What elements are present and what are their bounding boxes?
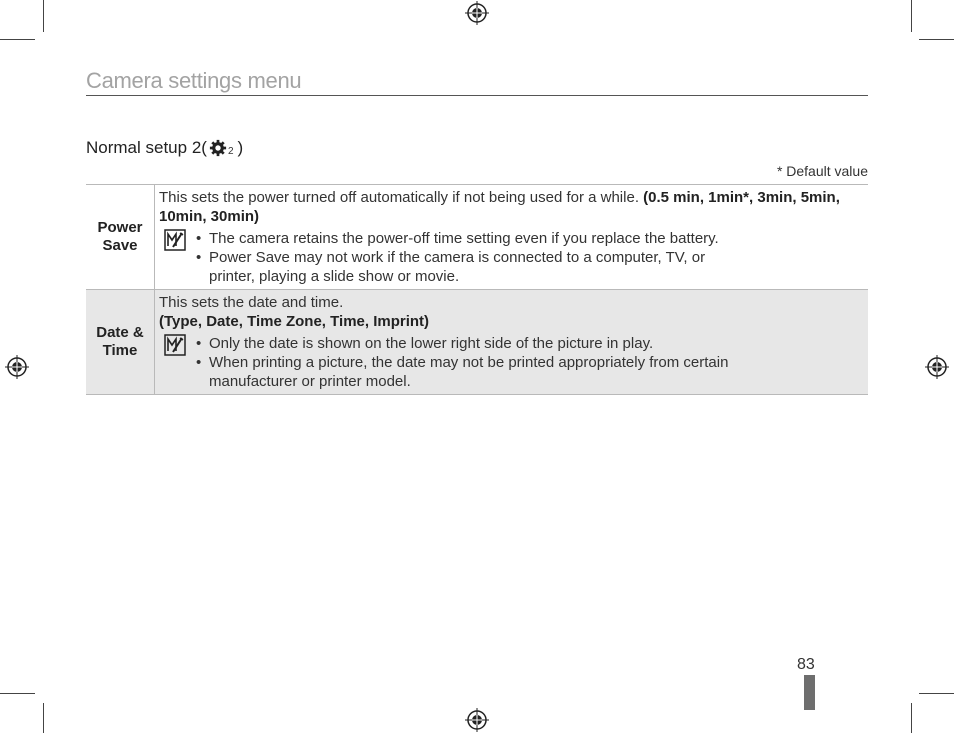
- note-block: [159, 229, 864, 286]
- list-item: • Only the date is shown on the lower right side of the picture in play.: [194, 334, 754, 353]
- note-block: [159, 334, 864, 391]
- registration-mark-icon: [925, 355, 949, 379]
- settings-table: [86, 184, 868, 395]
- setting-options: (0.5 min, 1min*, 3min, 5min, 10min, 30min): [159, 189, 840, 225]
- setting-label: [86, 290, 155, 395]
- crop-mark: [919, 39, 954, 40]
- setting-label: [86, 185, 155, 290]
- list-item: • Power Save may not work if the camera is connected to a computer, TV, or printer, playing a slide show or movie.: [194, 248, 754, 286]
- setting-description: [159, 188, 864, 226]
- crop-mark: [0, 39, 35, 40]
- crop-mark: [911, 703, 912, 733]
- registration-mark-icon: [465, 1, 489, 25]
- note-icon: [164, 229, 186, 251]
- crop-mark: [43, 703, 44, 733]
- crop-mark: [0, 693, 35, 694]
- table-row: [86, 185, 868, 290]
- setting-label-line: Power: [97, 219, 143, 236]
- gear-icon: [209, 139, 227, 157]
- registration-mark-icon: [5, 355, 29, 379]
- note-icon: [164, 334, 186, 356]
- setting-content: [155, 290, 869, 395]
- list-item: • The camera retains the power-off time setting even if you replace the battery.: [194, 229, 754, 248]
- setting-options: (Type, Date, Time Zone, Time, Imprint): [159, 313, 430, 330]
- section-heading-suffix: ): [237, 138, 244, 157]
- crop-mark: [919, 693, 954, 694]
- section-heading-subscript: 2: [227, 145, 234, 157]
- setting-label-line: Save: [102, 237, 138, 254]
- default-value-note: * Default value: [776, 163, 868, 179]
- page-title: Camera settings menu: [86, 67, 868, 96]
- setting-content: [155, 185, 869, 290]
- page-number: 83: [797, 656, 815, 673]
- setting-label-line: Time: [102, 342, 138, 359]
- table-row: [86, 290, 868, 395]
- crop-mark: [43, 0, 44, 32]
- description-text: This sets the power turned off automatically if not being used for a while.: [159, 189, 644, 206]
- section-heading: [86, 138, 243, 158]
- registration-mark-icon: [465, 708, 489, 732]
- crop-mark: [911, 0, 912, 32]
- section-heading-text: Normal setup 2(: [86, 138, 207, 157]
- description-text: This sets the date and time.: [159, 294, 344, 311]
- setting-description: [159, 293, 864, 331]
- note-list: [194, 229, 754, 286]
- note-list: [194, 334, 754, 391]
- list-item: • When printing a picture, the date may not be printed appropriately from certain manufacturer or printer model.: [194, 353, 754, 391]
- page-tab-marker: [804, 675, 815, 710]
- setting-label-line: Date &: [96, 324, 144, 341]
